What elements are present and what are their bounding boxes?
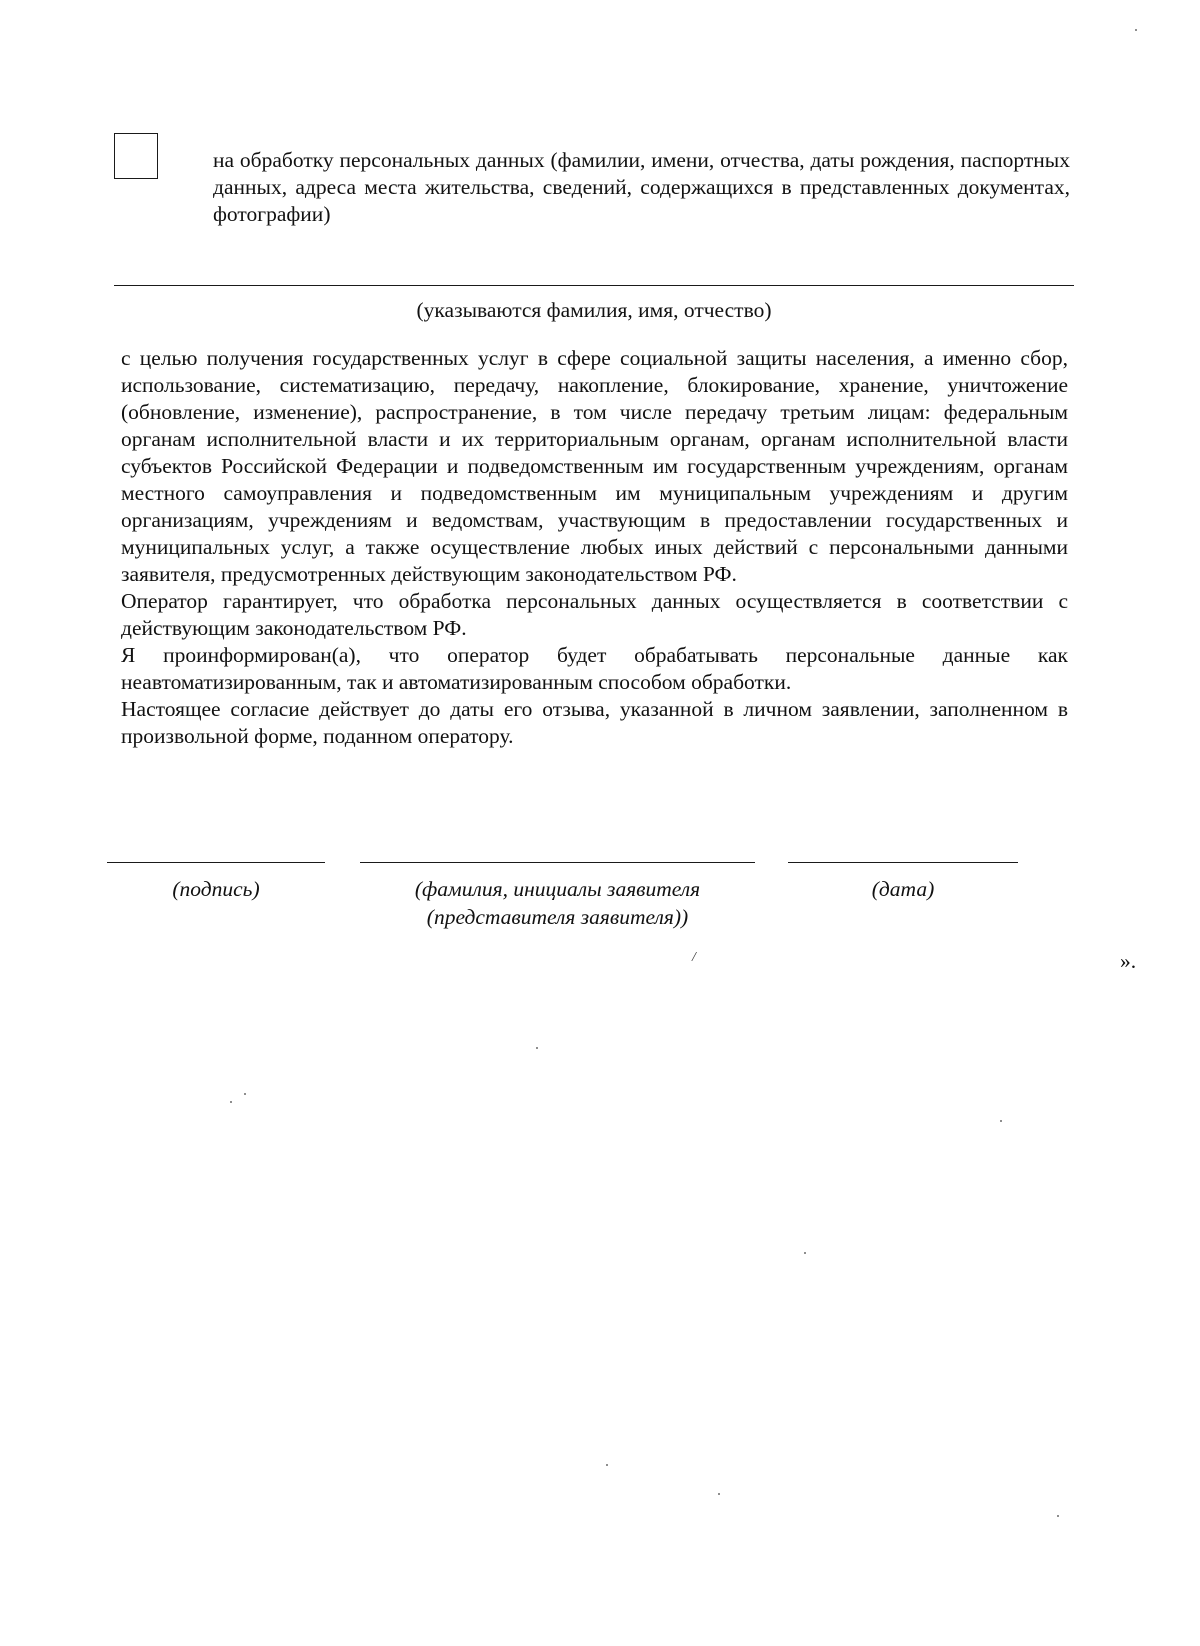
applicant-name-field-line[interactable] [360, 862, 755, 863]
processing-method-paragraph: Я проинформирован(а), что оператор будет обрабатывать персональные данные как неавтоматизированным, так и автоматизированным способом обработки. [121, 643, 1068, 694]
applicant-name-caption-line-1: (фамилия, инициалы заявителя [414, 877, 701, 901]
scan-speck [1000, 1120, 1002, 1122]
date-caption: (дата) [871, 877, 935, 901]
scan-speck [1057, 1515, 1059, 1517]
applicant-name-caption-line-2: (представителя заявителя)) [426, 905, 689, 929]
consent-checkbox[interactable] [114, 133, 158, 179]
scan-speck [230, 1101, 232, 1103]
operator-guarantee-paragraph: Оператор гарантирует, что обработка персональных данных осуществляется в соответствии с действующим законодательством РФ. [121, 589, 1068, 640]
scan-speck [804, 1252, 806, 1254]
scan-speck [606, 1464, 608, 1466]
full-name-caption: (указываются фамилия, имя, отчество) [416, 298, 772, 322]
stray-mark: / [692, 950, 696, 965]
scan-speck [244, 1093, 246, 1095]
applicant-name-caption [360, 875, 755, 931]
full-name-field-line[interactable] [114, 285, 1074, 286]
date-field-line[interactable] [788, 862, 1018, 863]
scan-speck [536, 1047, 538, 1049]
signature-caption: (подпись) [172, 877, 260, 901]
consent-body [121, 345, 1068, 750]
validity-paragraph: Настоящее согласие действует до даты его отзыва, указанной в личном заявлении, заполненном в произвольной форме, поданном оператору. [121, 697, 1068, 748]
consent-text: на обработку персональных данных (фамилии, имени, отчества, даты рождения, паспортных данных, адреса места жительства, сведений, содержащихся в представленных документах, фотографии) [213, 148, 1070, 226]
scan-speck [1135, 29, 1137, 31]
scan-speck [718, 1493, 720, 1495]
closing-quote: ». [1120, 949, 1137, 973]
signature-field-line[interactable] [107, 862, 325, 863]
purpose-paragraph: с целью получения государственных услуг в сфере социальной защиты населения, а именно сбор, использование, систематизацию, передачу, накопление, блокирование, хранение, уничтожение (обновление, изменение), распространение, в том числе передачу третьим лицам: федеральным органам исполнительной власти и их территориальным органам, органам исполнительной власти субъектов Российской Федерации и подведомственным им государственным учреждениям, органам местного самоуправления и подведомственным им муниципальным учреждениям и другим организациям, учреждениям и ведомствам, участвующим в предоставлении государственных и муниципальных услуг, а также осуществление любых иных действий с персональными данными заявителя, предусмотренных действующим законодательством РФ. [121, 346, 1068, 586]
